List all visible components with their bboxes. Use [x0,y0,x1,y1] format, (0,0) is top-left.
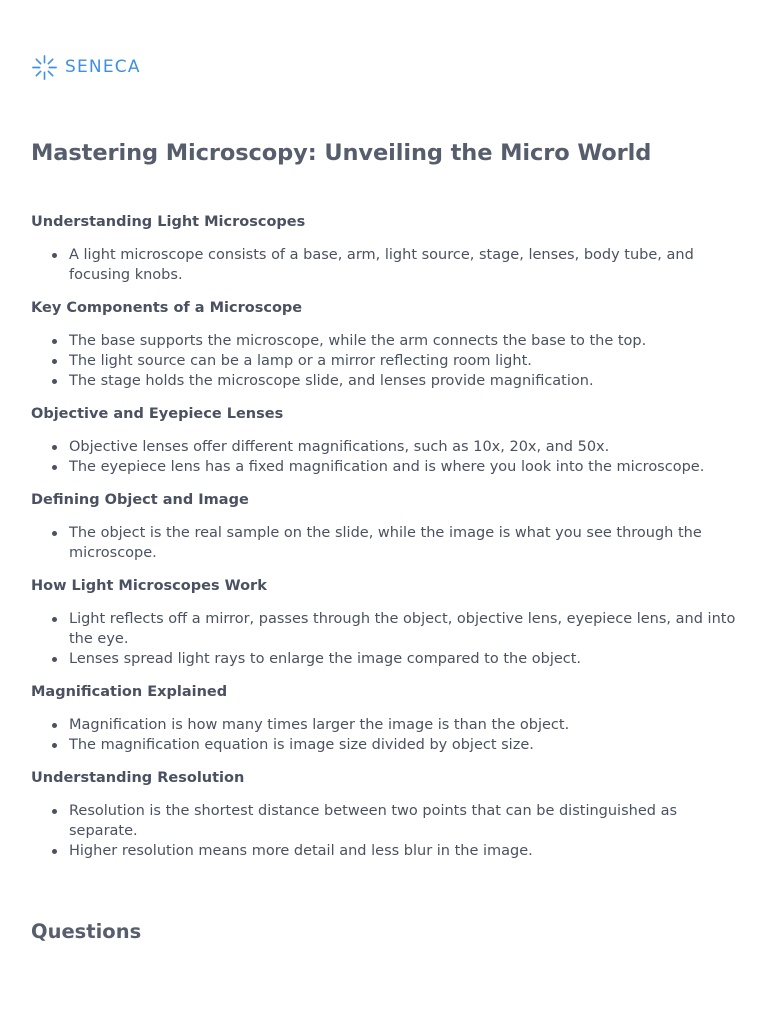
section-heading: Key Components of a Microscope [31,300,303,316]
bullet-list [31,331,737,391]
bullet-item: Magnification is how many times larger the image is than the object. [31,715,737,735]
bullet-list [31,609,737,669]
bullet-list [31,523,737,563]
bullet-item: Higher resolution means more detail and less blur in the image. [31,841,737,861]
bullet-item: Light reflects off a mirror, passes through the object, objective lens, eyepiece lens, and into the eye. [31,609,737,649]
summary-section [31,576,737,669]
bullet-item: The light source can be a lamp or a mirror reflecting room light. [31,351,737,371]
bullet-item: The stage holds the microscope slide, and lenses provide magnification. [31,371,737,391]
page-title: Mastering Microscopy: Unveiling the Micro World [31,140,652,166]
seneca-starburst-icon [31,54,58,81]
section-heading: Defining Object and Image [31,492,249,508]
bullet-item: Objective lenses offer different magnifications, such as 10x, 20x, and 50x. [31,437,737,457]
bullet-item: The object is the real sample on the slide, while the image is what you see through the microscope. [31,523,737,563]
bullet-list [31,245,737,285]
bullet-item: A light microscope consists of a base, arm, light source, stage, lenses, body tube, and focusing knobs. [31,245,737,285]
section-heading: Objective and Eyepiece Lenses [31,406,284,422]
summary-section [31,404,737,477]
summary-section [31,768,737,861]
seneca-logo[interactable] [31,54,141,80]
summary-section [31,212,737,285]
section-heading: Understanding Resolution [31,770,245,786]
summary-sections [31,212,737,861]
bullet-item: The base supports the microscope, while the arm connects the base to the top. [31,331,737,351]
summary-section [31,490,737,563]
document-body [31,137,737,874]
bullet-list [31,715,737,755]
summary-section [31,298,737,391]
section-heading: Magnification Explained [31,684,228,700]
bullet-item: The eyepiece lens has a fixed magnification and is where you look into the microscope. [31,457,737,477]
bullet-item: Resolution is the shortest distance between two points that can be distinguished as separate. [31,801,737,841]
summary-section [31,682,737,755]
bullet-list [31,437,737,477]
brand-name: SENECA [65,57,141,77]
section-heading: How Light Microscopes Work [31,578,267,594]
bullet-item: The magnification equation is image size divided by object size. [31,735,737,755]
section-heading: Understanding Light Microscopes [31,214,306,230]
bullet-item: Lenses spread light rays to enlarge the image compared to the object. [31,649,737,669]
questions-heading: Questions [31,920,142,943]
bullet-list [31,801,737,861]
